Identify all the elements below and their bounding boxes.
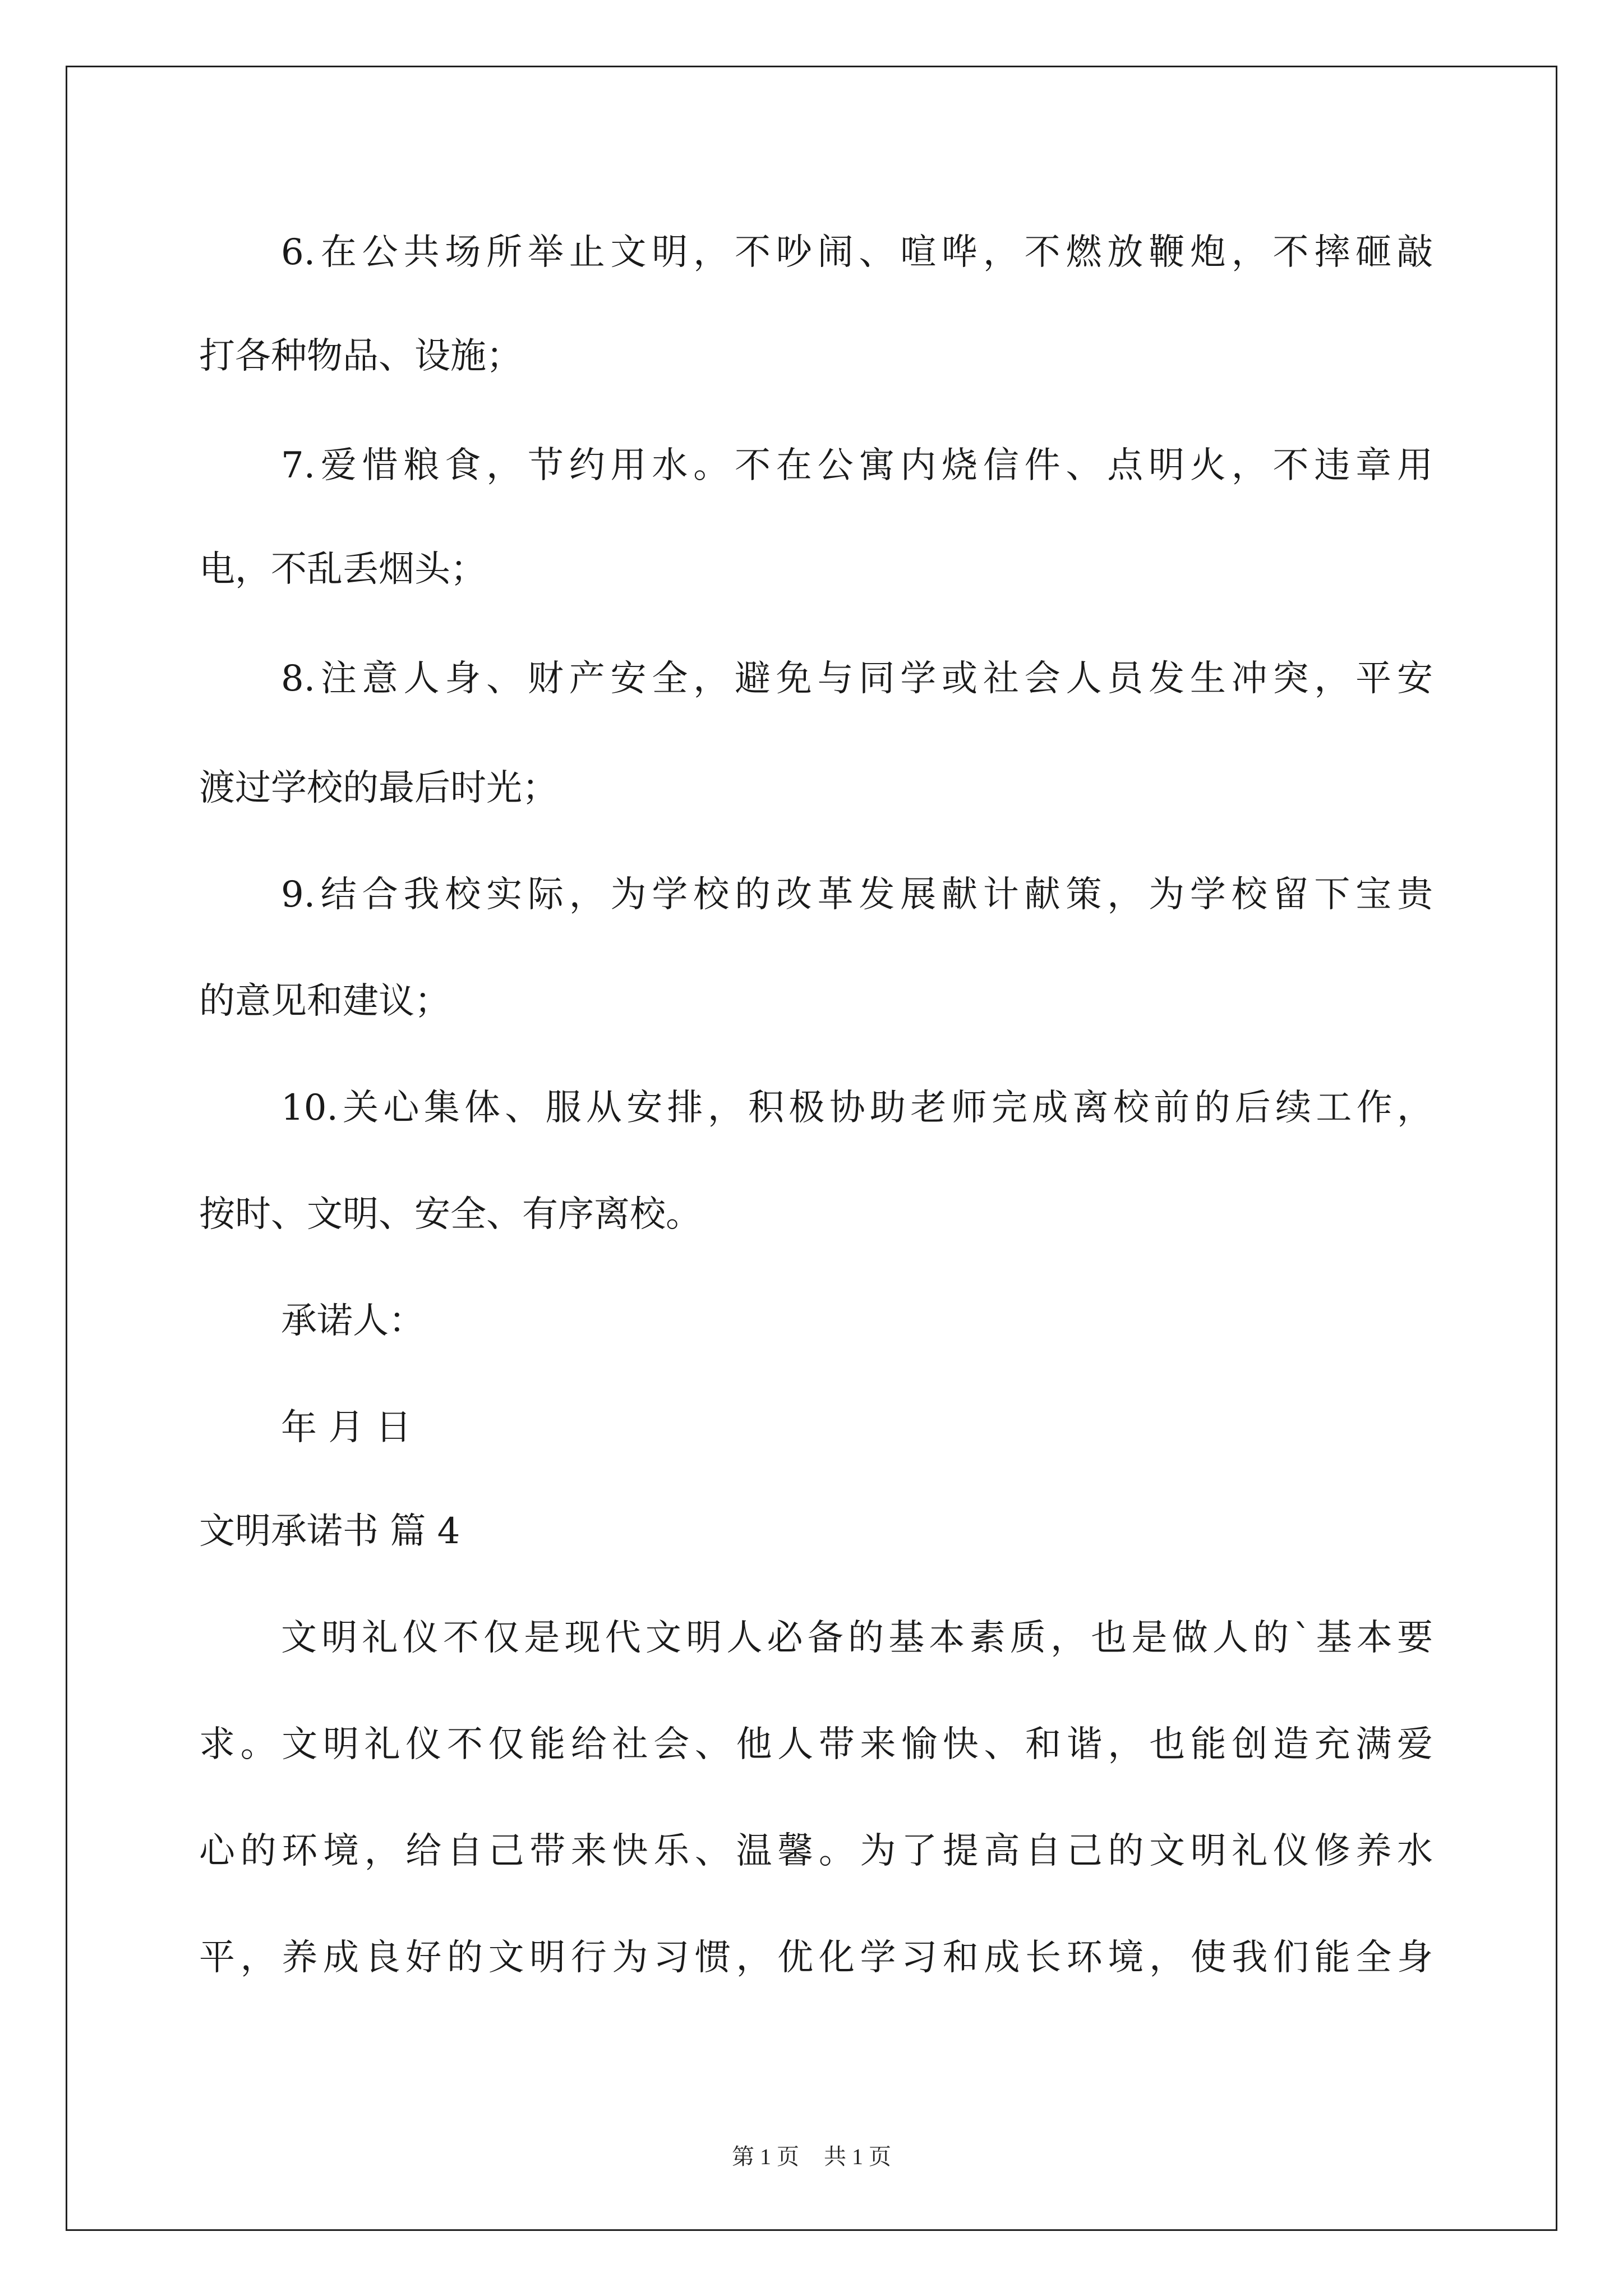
section-heading: 文明承诺书 篇 4 bbox=[199, 1511, 460, 1552]
intro-paragraph-line-1: 文明礼仪不仅是现代文明人必备的基本素质，也是做人的`基本要 bbox=[281, 1617, 1433, 1659]
paragraph-6-line-1: 6.在公共场所举止文明，不吵闹、喧哗，不燃放鞭炮，不摔砸敲 bbox=[281, 232, 1433, 273]
page-footer bbox=[0, 2143, 1623, 2171]
signature-label: 承诺人： bbox=[281, 1300, 425, 1342]
paragraph-8-line-1: 8.注意人身、财产安全，避免与同学或社会人员发生冲突，平安 bbox=[281, 658, 1433, 700]
paragraph-6-line-2: 打各种物品、设施； bbox=[199, 335, 522, 377]
paragraph-9-line-2: 的意见和建议； bbox=[199, 981, 450, 1022]
paragraph-9-line-1: 9.结合我校实际，为学校的改革发展献计献策，为学校留下宝贵 bbox=[281, 874, 1433, 915]
intro-paragraph-line-3: 心的环境，给自己带来快乐、温馨。为了提高自己的文明礼仪修养水 bbox=[199, 1830, 1433, 1872]
paragraph-7-line-1: 7.爱惜粮食，节约用水。不在公寓内烧信件、点明火，不违章用 bbox=[281, 445, 1433, 486]
page-number: 第 1 页 bbox=[732, 2144, 799, 2169]
paragraph-7-line-2: 电，不乱丢烟头； bbox=[199, 549, 486, 590]
paragraph-10-line-2: 按时、文明、安全、有序离校。 bbox=[199, 1194, 702, 1235]
page-border bbox=[66, 66, 1557, 2231]
paragraph-10-line-1: 10.关心集体、服从安排，积极协助老师完成离校前的后续工作， bbox=[281, 1087, 1433, 1129]
page-total: 共 1 页 bbox=[824, 2144, 891, 2169]
paragraph-8-line-2: 渡过学校的最后时光； bbox=[199, 767, 558, 809]
intro-paragraph-line-4: 平，养成良好的文明行为习惯，优化学习和成长环境，使我们能全身 bbox=[199, 1937, 1433, 1978]
date-line: 年 月 日 bbox=[281, 1407, 412, 1448]
intro-paragraph-line-2: 求。文明礼仪不仅能给社会、他人带来愉快、和谐，也能创造充满爱 bbox=[199, 1724, 1433, 1765]
